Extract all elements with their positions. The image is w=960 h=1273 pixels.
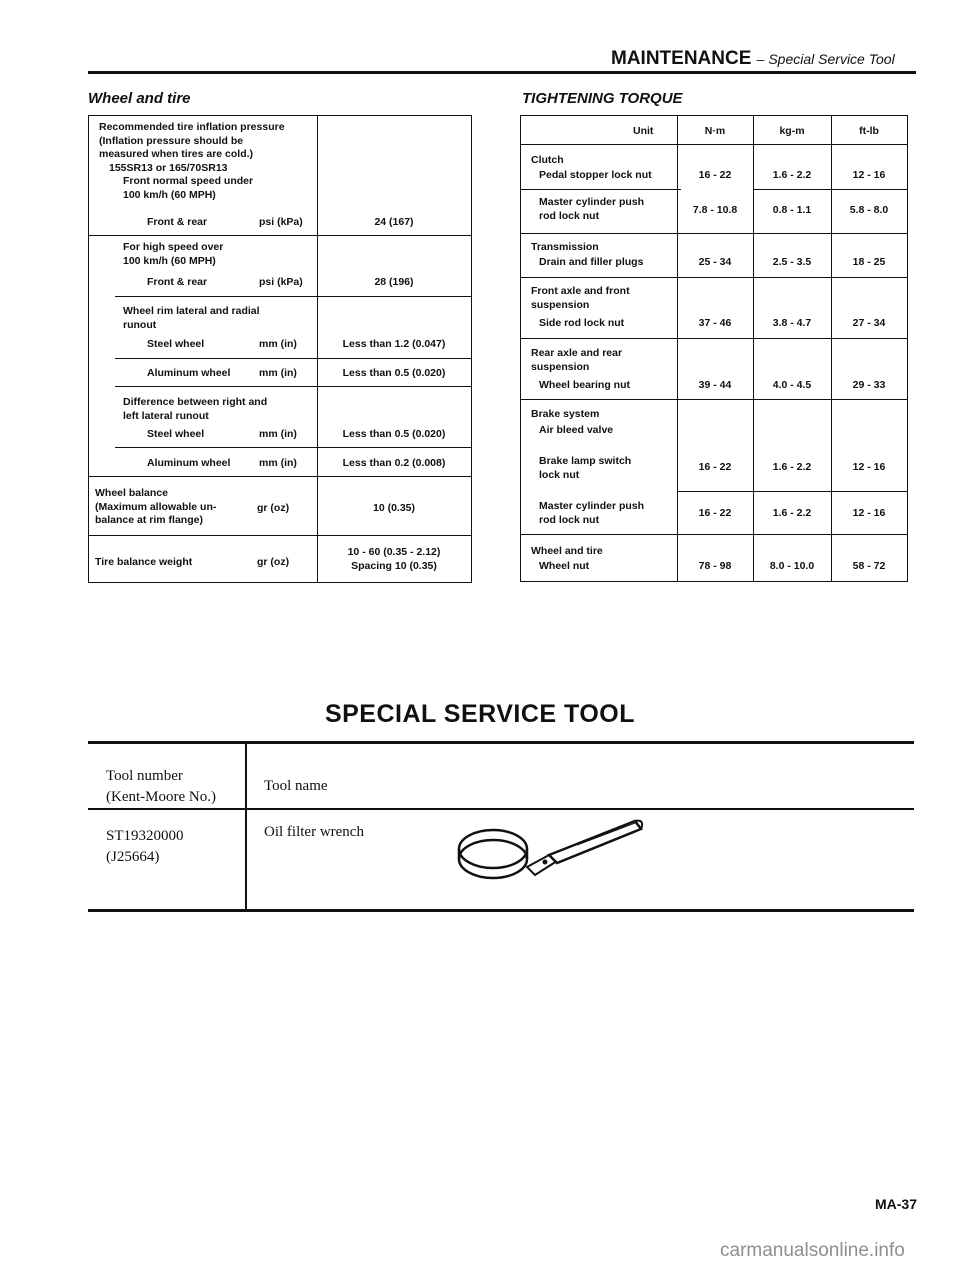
table-cell-unit: psi (kPa) — [259, 276, 303, 288]
table-cell-item: Front & rear — [147, 216, 208, 228]
row-divider — [115, 386, 471, 387]
header-title: MAINTENANCE — [611, 48, 752, 69]
item-name: Side rod lock nut — [539, 317, 625, 329]
table-cell-value: 10 (0.35) — [372, 502, 416, 514]
column-header-unit: Unit — [633, 125, 654, 137]
table-cell-label: Recommended tire inflation pressure (Inflation pressure should be measured when tires are cold.) 155SR13 or 165/70SR13 Front normal speed under 100 km/h (60 MPH) — [99, 121, 285, 201]
header-subtitle: – Special Service Tool — [756, 51, 895, 67]
column-header-kgm: kg-m — [779, 125, 805, 137]
value-kgm: 1.6 - 2.2 — [772, 461, 812, 473]
row-divider — [521, 399, 907, 400]
table-cell-unit: mm (in) — [259, 338, 297, 350]
table-cell-value: Less than 0.5 (0.020) — [342, 428, 446, 440]
table-cell-value: 10 - 60 (0.35 - 2.12) Spacing 10 (0.35) — [347, 546, 441, 572]
row-divider — [89, 235, 471, 236]
value-nm: 25 - 34 — [698, 256, 732, 268]
row-divider — [521, 534, 907, 535]
row-divider — [89, 535, 471, 536]
table-cell-unit: gr (oz) — [257, 502, 290, 514]
value-kgm: 4.0 - 4.5 — [772, 379, 812, 391]
row-divider-partial — [753, 189, 907, 190]
value-kgm: 8.0 - 10.0 — [769, 560, 815, 572]
row-divider — [115, 447, 471, 448]
item-name: Wheel nut — [539, 560, 590, 572]
row-divider — [89, 476, 471, 477]
table-cell-unit: mm (in) — [259, 428, 297, 440]
table-cell-value: Less than 0.5 (0.020) — [342, 367, 446, 379]
value-kgm: 3.8 - 4.7 — [772, 317, 812, 329]
value-nm: 16 - 22 — [698, 461, 732, 473]
table-cell-value: Less than 1.2 (0.047) — [342, 338, 446, 350]
oil-filter-wrench-illustration — [445, 815, 655, 895]
wheel-tire-table — [88, 115, 472, 583]
tightening-torque-table — [520, 115, 908, 582]
watermark: carmanualsonline.info — [720, 1240, 905, 1261]
item-name: Master cylinder push rod lock nut — [539, 196, 645, 222]
tool-table-bottom-rule — [88, 909, 914, 912]
torque-section-title: TIGHTENING TORQUE — [522, 90, 683, 107]
value-nm: 78 - 98 — [698, 560, 732, 572]
value-ftlb: 58 - 72 — [852, 560, 886, 572]
header-rule — [88, 71, 916, 74]
row-divider — [521, 277, 907, 278]
row-divider — [521, 338, 907, 339]
tool-number-cell: ST19320000 (J25664) — [106, 828, 184, 865]
item-name: Pedal stopper lock nut — [539, 169, 652, 181]
table-cell-unit: psi (kPa) — [259, 216, 303, 228]
table-cell-label: Wheel balance (Maximum allowable un- balance at rim flange) — [95, 487, 217, 526]
value-ftlb: 27 - 34 — [852, 317, 886, 329]
row-divider — [115, 296, 471, 297]
value-ftlb: 29 - 33 — [852, 379, 886, 391]
table-cell-value: 24 (167) — [374, 216, 414, 228]
value-nm: 39 - 44 — [698, 379, 732, 391]
table-cell-item: Steel wheel — [147, 338, 205, 350]
tool-number-header: Tool number (Kent-Moore No.) — [106, 768, 216, 805]
tool-name-header: Tool name — [264, 778, 328, 794]
table-cell-label: Wheel rim lateral and radial runout — [123, 305, 260, 331]
value-nm: 37 - 46 — [698, 317, 732, 329]
value-nm: 7.8 - 10.8 — [692, 204, 738, 216]
group-name: Wheel and tire — [531, 545, 603, 557]
page-number: MA-37 — [875, 1196, 918, 1212]
value-kgm: 1.6 - 2.2 — [772, 507, 812, 519]
value-ftlb: 12 - 16 — [852, 507, 886, 519]
group-name: Front axle and front suspension — [531, 285, 630, 311]
group-name: Rear axle and rear suspension — [531, 347, 623, 373]
table-cell-value: Less than 0.2 (0.008) — [342, 457, 446, 469]
item-name: Wheel bearing nut — [539, 379, 631, 391]
value-kgm: 0.8 - 1.1 — [772, 204, 812, 216]
row-divider — [521, 144, 907, 145]
table-cell-label: Difference between right and left lateral runout — [123, 396, 268, 422]
item-name: Brake lamp switch lock nut — [539, 455, 632, 481]
value-ftlb: 12 - 16 — [852, 169, 886, 181]
group-name: Clutch — [531, 154, 564, 166]
value-ftlb: 5.8 - 8.0 — [849, 204, 889, 216]
column-header-ftlb: ft-lb — [859, 125, 879, 137]
group-name: Brake system — [531, 408, 600, 420]
table-cell-unit: mm (in) — [259, 367, 297, 379]
value-nm: 16 - 22 — [698, 169, 732, 181]
tool-table-top-rule — [88, 741, 914, 744]
tool-table-column-divider — [245, 743, 247, 911]
item-name: Master cylinder push rod lock nut — [539, 500, 645, 526]
value-nm: 16 - 22 — [698, 507, 732, 519]
group-name: Transmission — [531, 241, 599, 253]
value-kgm: 1.6 - 2.2 — [772, 169, 812, 181]
table-cell-label: For high speed over 100 km/h (60 MPH) — [123, 241, 224, 267]
item-name: Drain and filler plugs — [539, 256, 644, 268]
item-name: Air bleed valve — [539, 424, 614, 436]
wheel-section-title: Wheel and tire — [88, 90, 191, 107]
table-cell-item: Aluminum wheel — [147, 367, 231, 379]
table-cell-label: Tire balance weight — [95, 556, 193, 568]
table-cell-unit: gr (oz) — [257, 556, 290, 568]
table-cell-item: Steel wheel — [147, 428, 205, 440]
value-ftlb: 18 - 25 — [852, 256, 886, 268]
row-divider — [115, 358, 471, 359]
column-header-nm: N·m — [704, 125, 726, 137]
tool-name-cell: Oil filter wrench — [264, 824, 364, 840]
value-kgm: 2.5 - 3.5 — [772, 256, 812, 268]
table-cell-item: Front & rear — [147, 276, 208, 288]
tool-table-header-rule — [88, 808, 914, 810]
page-header — [611, 48, 895, 70]
table-cell-value: 28 (196) — [374, 276, 414, 288]
row-divider — [521, 233, 907, 234]
row-divider-partial — [521, 189, 681, 190]
row-divider-partial — [677, 491, 907, 492]
value-ftlb: 12 - 16 — [852, 461, 886, 473]
table-cell-item: Aluminum wheel — [147, 457, 231, 469]
special-tool-title: SPECIAL SERVICE TOOL — [324, 700, 636, 728]
table-cell-unit: mm (in) — [259, 457, 297, 469]
